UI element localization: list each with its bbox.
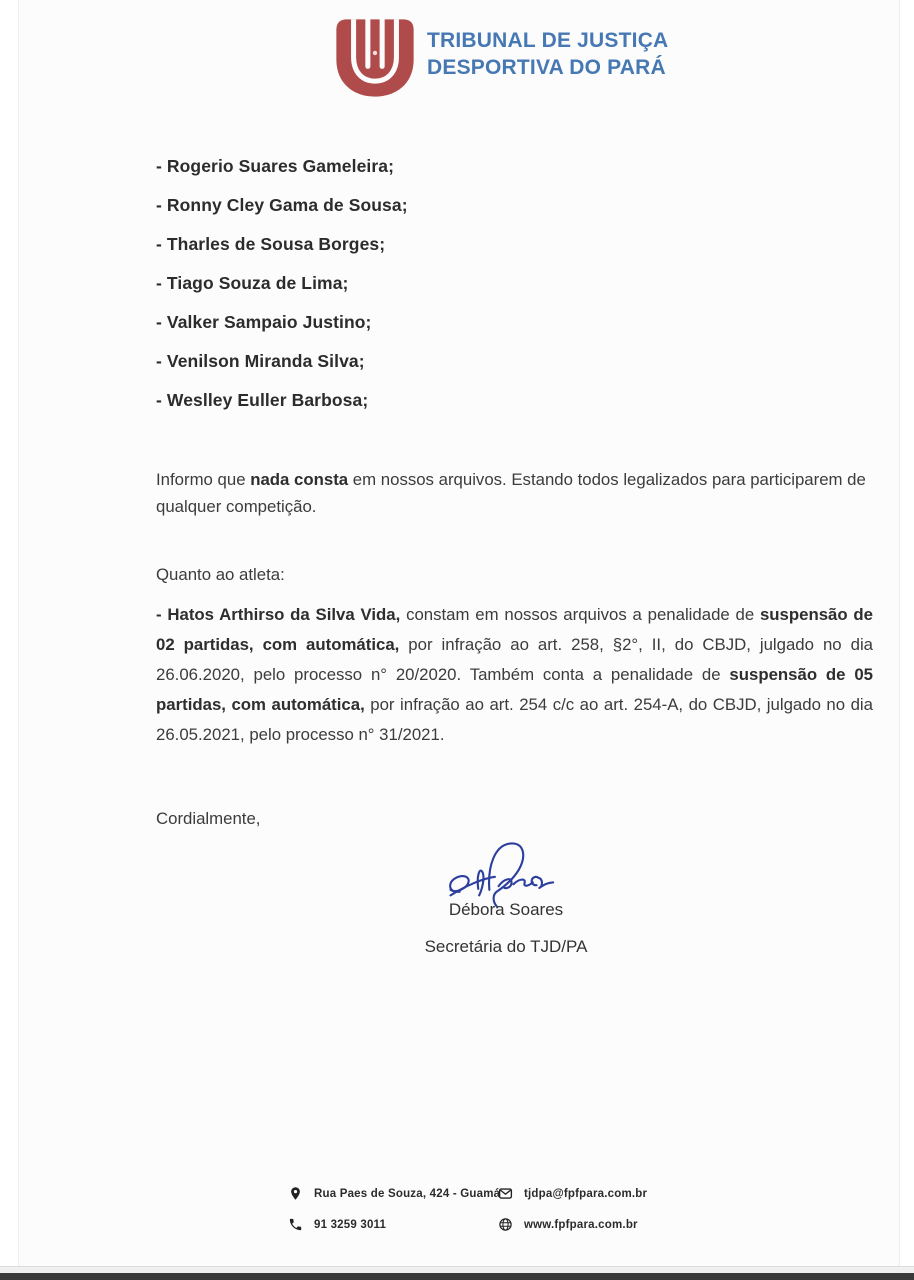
tjd-pa-logo-icon xyxy=(333,16,417,100)
paragraph-quanto-ao-atleta: Quanto ao atleta: xyxy=(156,564,285,584)
athlete-list-item: - Venilson Miranda Silva; xyxy=(156,351,365,371)
location-pin-icon xyxy=(288,1186,303,1201)
bottom-bar xyxy=(0,1273,914,1280)
athlete-list-item: - Ronny Cley Gama de Sousa; xyxy=(156,195,408,215)
footer-email xyxy=(498,1186,647,1201)
phone-icon xyxy=(288,1217,303,1232)
document-page xyxy=(18,0,900,1266)
athlete-list-item: - Weslley Euller Barbosa; xyxy=(156,390,369,410)
signatory-title: Secretária do TJD/PA xyxy=(424,937,588,956)
envelope-icon xyxy=(498,1186,513,1201)
footer-phone xyxy=(288,1217,386,1232)
footer-website xyxy=(498,1217,638,1232)
athlete-list-item: - Valker Sampaio Justino; xyxy=(156,312,372,332)
org-title-line1: TRIBUNAL DE JUSTIÇA xyxy=(427,29,669,52)
footer-website-text: www.fpfpara.com.br xyxy=(524,1218,638,1231)
closing-salutation: Cordialmente, xyxy=(156,808,261,828)
org-title-line2: DESPORTIVA DO PARÁ xyxy=(427,56,666,79)
paragraph-penalty: - Hatos Arthirso da Silva Vida, constam em nossos arquivos a penalidade de suspensão de 02 partidas, com automática, por infração ao art. 258, §2°, II, do CBJD, julgado no dia 26.06.2020, pelo processo n° 20/2020. Também conta a penalidade de suspensão de 05 partidas, com automática, por infração ao art. 254 c/c ao art. 254-A, do CBJD, julgado no dia 26.05.2021, pelo processo n° 31/2021. xyxy=(156,604,873,744)
footer-address xyxy=(288,1186,500,1201)
athlete-list-item: - Tharles de Sousa Borges; xyxy=(156,234,386,254)
footer-email-text: tjdpa@fpfpara.com.br xyxy=(524,1187,648,1200)
org-title xyxy=(427,27,668,81)
athlete-list-item: - Tiago Souza de Lima; xyxy=(156,273,349,293)
footer-phone-text: 91 3259 3011 xyxy=(314,1218,387,1231)
paragraph-nada-consta: Informo que nada consta em nossos arquivos. Estando todos legalizados para participarem de qualquer competição. xyxy=(156,469,866,516)
signatory-name: Débora Soares xyxy=(448,900,564,919)
footer-address-text: Rua Paes de Souza, 424 - Guamá xyxy=(314,1187,501,1200)
globe-icon xyxy=(498,1217,513,1232)
athlete-list xyxy=(156,147,756,420)
bottom-divider xyxy=(0,1266,914,1273)
athlete-list-item: - Rogerio Suares Gameleira; xyxy=(156,156,395,176)
